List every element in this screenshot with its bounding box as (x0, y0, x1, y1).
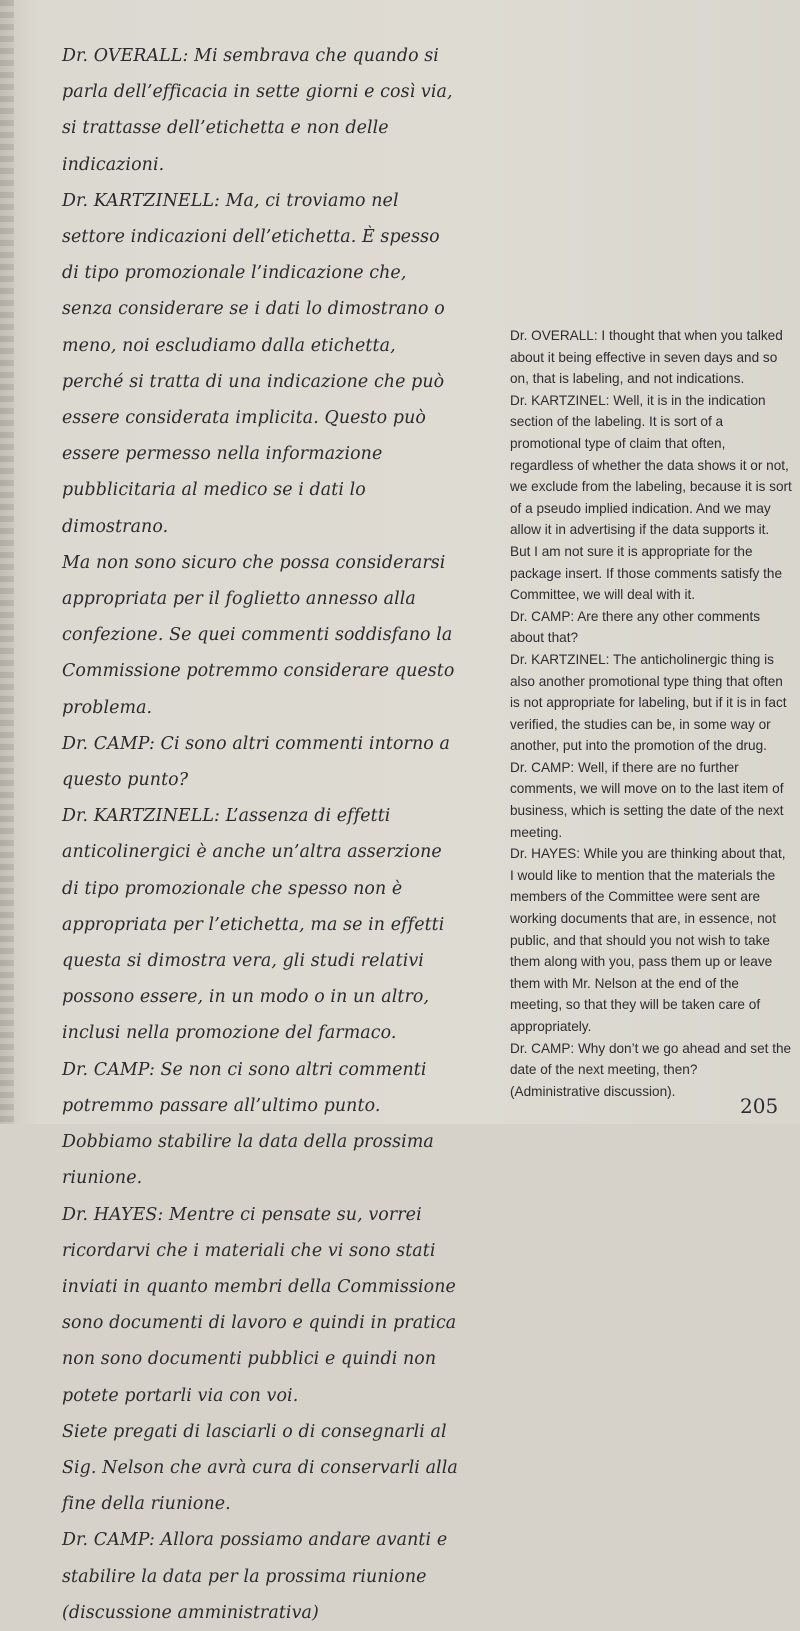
english-paragraph: Dr. KARTZINEL: Well, it is in the indication section of the labeling. It is sort of a promotional type of claim that often, regardless of whether the data shows it or not, we exclude from the labeling, because it is sort of a pseudo implied indication. And we may allow it in advertising if the data supports it. But I am not sure it is appropriate for the package insert. If those comments satisfy the Committee, we will deal with it. (510, 392, 792, 603)
italian-paragraph: Dr. CAMP: Allora possiamo andare avanti e stabilire la data per la prossima riunione (62, 1530, 448, 1587)
italian-paragraph: Siete pregati di lasciarli o di consegnarli al Sig. Nelson che avrà cura di conservarli alla fine della riunione. (62, 1421, 458, 1515)
italian-paragraph: (discussione amministrativa) (62, 1602, 319, 1623)
english-paragraph: Dr. CAMP: Why don’t we go ahead and set the date of the next meeting, then? (510, 1040, 792, 1078)
italian-paragraph: Dr. CAMP: Ci sono altri commenti intorno a questo punto? (62, 733, 450, 791)
italian-column (62, 38, 462, 1631)
italian-paragraph: Ma non sono sicuro che possa considerarsi appropriata per il foglietto annesso alla confezione. Se quei commenti soddisfano la Commissione potremmo considerare questo problema. (62, 552, 455, 718)
english-paragraph: Dr. CAMP: Are there any other comments about that? (510, 608, 761, 646)
english-paragraph: Dr. OVERALL: I thought that when you talked about it being effective in seven days and so on, that is labeling, and not indications. (510, 328, 783, 387)
italian-paragraph: Dr. KARTZINELL: Ma, ci troviamo nel settore indicazioni dell’etichetta. È spesso di tipo promozionale l’indicazione che, senza considerare se i dati lo dimostrano o meno, noi escludiamo dalla etichetta, perché si tratta di una indicazione che può essere considerata implicita. Questo può essere permesso nella informazione pubblicitaria al medico se i dati lo dimostrano. (62, 190, 445, 537)
italian-paragraph: Dr. KARTZINELL: L’assenza di effetti anticolinergici è anche un’altra asserzione di tipo promozionale che spesso non è appropriata per l’etichetta, ma se in effetti questa si dimostra vera, gli studi relativi possono essere, in un modo o in un altro, inclusi nella promozione del farmaco. (62, 806, 445, 1044)
english-column (510, 325, 792, 1102)
italian-paragraph: Dr. HAYES: Mentre ci pensate su, vorrei ricordarvi che i materiali che vi sono stati inviati in quanto membri della Commissione sono documenti di lavoro e quindi in pratica non sono documenti pubblici e quindi non potete portarli via con voi. (62, 1204, 457, 1406)
italian-paragraph: Dr. OVERALL: Mi sembrava che quando si parla dell’efficacia in sette giorni e così via, si trattasse dell’etichetta e non delle indicazioni. (62, 46, 453, 175)
italian-paragraph: Dr. CAMP: Se non ci sono altri commenti potremmo passare all’ultimo punto. Dobbiamo stabilire la data della prossima riunione. (62, 1059, 434, 1189)
english-paragraph: (Administrative discussion). (510, 1083, 676, 1099)
english-paragraph: Dr. CAMP: Well, if there are no further comments, we will move on to the last item of business, which is setting the date of the next meeting. (510, 759, 784, 840)
binding-gutter (0, 0, 14, 1124)
english-paragraph: Dr. KARTZINEL: The anticholinergic thing is also another promotional type thing that often is not appropriate for labeling, but if it is in fact verified, the studies can be, in some way or another, put into the promotion of the drug. (510, 651, 787, 754)
english-paragraph: Dr. HAYES: While you are thinking about that, I would like to mention that the materials the members of the Committee were sent are working documents that are, in essence, not public, and that should you not wish to take them along with you, pass them up or leave them with Mr. Nelson at the end of the meeting, so that they will be taken care of appropriately. (510, 846, 786, 1034)
page-number: 205 (740, 1094, 779, 1118)
